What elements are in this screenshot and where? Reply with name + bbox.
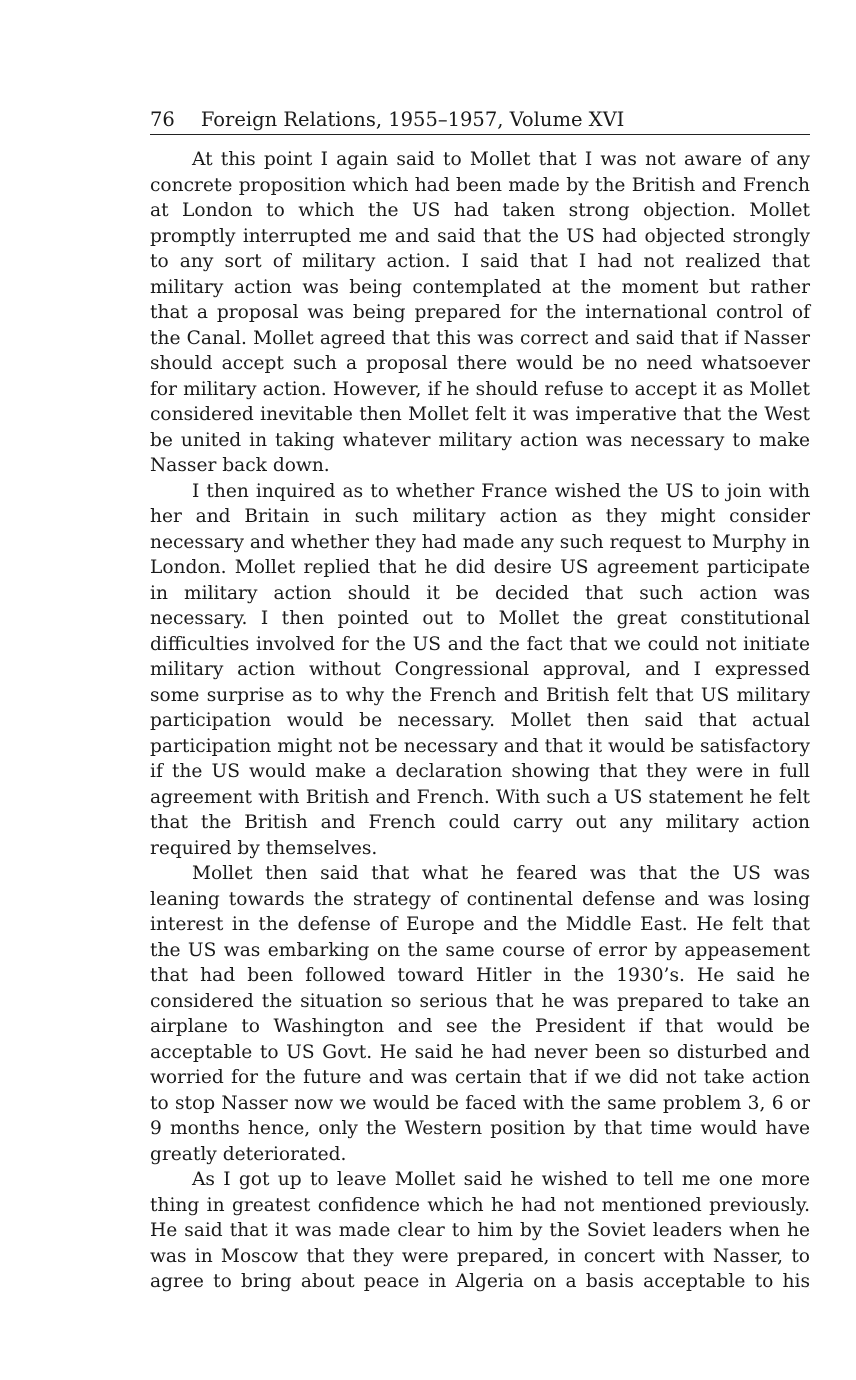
body-text xyxy=(150,147,810,1295)
page-number: 76 xyxy=(150,108,175,131)
paragraph: Mollet then said that what he feared was that the US was leaning towards the strategy of continental defense and was losing interest in the defense of Europe and the Middle East. He felt that the US was embarking on the same course of error by appeasement that had been followed toward Hitler in the 1930’s. He said he considered the situation so serious that he was prepared to take an airplane to Washington and see the President if that would be acceptable to US Govt. He said he had never been so disturbed and worried for the future and was certain that if we did not take action to stop Nasser now we would be faced with the same problem 3, 6 or 9 months hence, only the Western position by that time would have greatly deteriorated. xyxy=(150,863,810,1165)
running-title: Foreign Relations, 1955–1957, Volume XVI xyxy=(200,108,625,131)
running-header xyxy=(150,108,810,135)
paragraph: I then inquired as to whether France wished the US to join with her and Britain in such military action as they might consider necessary and whether they had made any such request to Murphy in London. Mollet replied that he did desire US agreement participate in military action should it be decided that such action was necessary. I then pointed out to Mollet the great constitutional difficulties involved for the US and the fact that we could not initiate military action without Congressional approval, and I expressed some surprise as to why the French and British felt that US military participation would be necessary. Mollet then said that actual participation might not be necessary and that it would be satisfactory if the US would make a declaration showing that they were in full agreement with British and French. With such a US statement he felt that the British and French could carry out any military action required by themselves. xyxy=(150,480,810,859)
document-page xyxy=(150,108,810,1295)
paragraph: At this point I again said to Mollet that I was not aware of any concrete proposition which had been made by the British and French at London to which the US had taken strong objection. Mollet promptly interrupted me and said that the US had objected strongly to any sort of military action. I said that I had not realized that military action was being contemplated at the moment but rather that a proposal was being prepared for the international control of the Canal. Mollet agreed that this was correct and said that if Nasser should accept such a proposal there would be no need whatsoever for military action. However, if he should refuse to accept it as Mollet considered inevitable then Mollet felt it was imperative that the West be united in taking whatever military action was necessary to make Nasser back down. xyxy=(150,149,810,476)
paragraph: As I got up to leave Mollet said he wished to tell me one more thing in greatest confidence which he had not mentioned previously. He said that it was made clear to him by the Soviet leaders when he was in Moscow that they were prepared, in concert with Nasser, to agree to bring about peace in Algeria on a basis acceptable to his xyxy=(150,1169,810,1292)
